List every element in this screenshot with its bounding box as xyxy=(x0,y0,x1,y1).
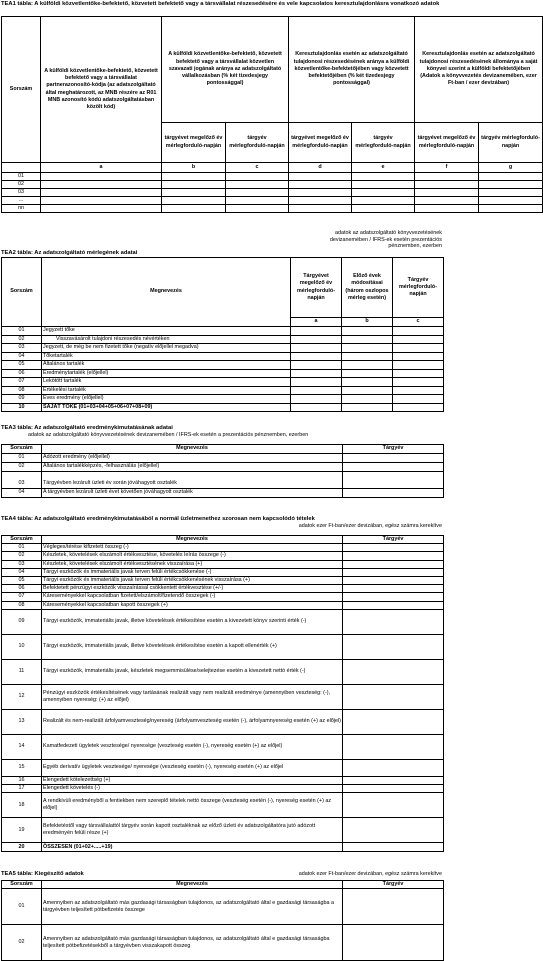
table-row xyxy=(2,552,444,560)
table-row xyxy=(2,327,444,336)
row-number: 03 xyxy=(2,189,41,197)
tea1-header-voting-right: A külföldi közvetlentőke-befektető, közvetett befektető vagy a társvállalat közvetlen szavazati jogának aránya az adatszolgáltató vállalkozásban (% két tizedesjegy pontossággal) xyxy=(162,17,289,123)
tea3-table xyxy=(1,444,444,498)
row-number: 09 xyxy=(2,395,42,404)
row-number: 14 xyxy=(2,734,42,759)
row-number: 06 xyxy=(2,585,42,593)
row-label: Befektetéstől vagy társvállalattól tárgyév során kapott osztaléknak az előző üzleti év adatszolgáltatóra jutó adózott eredményén felüli része (+) xyxy=(42,818,343,843)
table-row xyxy=(2,488,444,497)
row-label: Általános tartalék xyxy=(42,361,291,370)
row-label: Készletek, követelések elszámolt értékvesztésének visszaírása (+) xyxy=(42,560,343,568)
row-number: 04 xyxy=(2,488,42,497)
tea4-header-megnevezes: Megnevezés xyxy=(42,536,343,544)
row-number: 20 xyxy=(2,843,42,852)
table-row xyxy=(2,462,444,471)
tea1-sub-prev: tárgyévet megelőző év mérlegforduló-napján xyxy=(289,123,352,163)
tea3-header-targyev: Tárgyév xyxy=(343,445,444,454)
table-row xyxy=(2,205,543,213)
table-row xyxy=(2,843,444,852)
row-label: Realizált és nem-realizált árfolyamveszteség/nyereség (árfolyamveszteség esetén (-), árfolyamnyereség esetén (+) az előjel) xyxy=(42,709,343,734)
row-number: 02 xyxy=(2,552,42,560)
table-row xyxy=(2,793,444,818)
tea4-currency-note: adatok ezer Ft-ban/ezer devizában, egész számra kerekítve xyxy=(298,523,442,529)
row-number: 01 xyxy=(2,544,42,552)
tea4-header-sorszam: Sorszám xyxy=(2,536,42,544)
tea1-header-sorszam: Sorszám xyxy=(2,17,41,163)
table-row xyxy=(2,395,444,404)
tea1-header-cross-share: Keresztulajdonlás esetén az adatszolgáltató tulajdonosi részesedésének aránya a külföldi közvetlentőke-befektetőjében vagy közvetett befektetőjében (% két tizedesjegy pontossággal) xyxy=(289,17,415,123)
tea2-currency-note: adatok az adatszolgáltató könyvvezetésének devizanemében / IFRS-ek esetén prezentációs pénznemben, ezerben xyxy=(329,230,442,250)
row-number: 15 xyxy=(2,759,42,776)
tea1-table xyxy=(1,16,543,213)
row-label: Értékelési tartalék xyxy=(42,386,291,395)
row-number: 10 xyxy=(2,403,42,412)
tea1-header-cross-stock: Keresztulajdonlás esetén az adatszolgáltató tulajdonosi részesedésének állománya a saját könyvei szerint a külföldi befektetőjében (Adatok a könyvvezetés devizanemében, ezer Ft-ban / ezer devizában) xyxy=(415,17,543,123)
row-number: 09 xyxy=(2,609,42,634)
row-label: Visszavásárolt tulajdoni részesedés névértéken xyxy=(42,335,291,344)
tea1-letter: d xyxy=(289,163,352,173)
row-number: 02 xyxy=(2,181,41,189)
table-row xyxy=(2,335,444,344)
tea5-header-megnevezes: Megnevezés xyxy=(42,881,343,889)
row-number: 07 xyxy=(2,378,42,387)
table-row xyxy=(2,585,444,593)
row-number: 04 xyxy=(2,568,42,576)
row-label: Általános tartalékképzés, -felhasználás (előjellel) xyxy=(42,462,343,471)
tea1-header-partner-code: A külföldi közvetlentőke-befektető, közvetett befektető vagy a társvállalat partnerazonosító-kódja (az adatszolgáltató által meghatározott, az MNB részére az R01 MNB azonosító kódú adatszolgáltatásban közölt kód) xyxy=(41,17,162,163)
tea2-header-sorszam: Sorszám xyxy=(2,258,42,327)
tea2-header-prev: Tárgyévet megelőző év mérlegforduló-napján xyxy=(291,258,342,318)
table-row xyxy=(2,369,444,378)
row-label: Jegyzett tőke xyxy=(42,327,291,336)
tea4-title: TEA4 tábla: Az adatszolgáltató eredménykimutatásából a normál üzletmenethez szorosan nem kapcsolódó tételek xyxy=(1,516,315,522)
row-number: 01 xyxy=(2,173,41,181)
table-row xyxy=(2,352,444,361)
row-label: Elengedett követelés (-) xyxy=(42,785,343,793)
row-label: Végleges/térése kifizetett összeg (-) xyxy=(42,544,343,552)
table-row xyxy=(2,734,444,759)
table-row xyxy=(2,378,444,387)
table-row xyxy=(2,634,444,659)
row-number: 02 xyxy=(2,335,42,344)
tea1-sub-curr: tárgyév mérlegforduló-napján xyxy=(226,123,289,163)
tea1-sub-curr: tárgyév mérlegforduló-napján xyxy=(479,123,543,163)
row-label: Éves eredmény (előjellel) xyxy=(42,395,291,404)
table-row xyxy=(2,601,444,609)
tea1-letter: b xyxy=(162,163,226,173)
tea4-table xyxy=(1,535,444,852)
tea5-header-sorszam: Sorszám xyxy=(2,881,42,889)
table-row xyxy=(2,344,444,353)
table-row xyxy=(2,568,444,576)
table-row xyxy=(2,197,543,205)
tea3-currency-note: adatok az adatszolgáltató könyvvezetésének devizanemében / IFRS-ek esetén a prezentációs pénznemben, ezerben xyxy=(28,432,309,438)
tea2-title: TEA2 tábla: Az adatszolgáltató mérlegének adatai xyxy=(1,250,138,256)
table-row xyxy=(2,361,444,370)
table-row xyxy=(2,577,444,585)
row-label: Készletek, követelések elszámolt értékvesztése, követelés leírás összege (-) xyxy=(42,552,343,560)
tea1-sub-prev: tárgyévet megelőző év mérlegforduló-napján xyxy=(162,123,226,163)
tea3-header-sorszam: Sorszám xyxy=(2,445,42,454)
table-row xyxy=(2,684,444,709)
row-number: 03 xyxy=(2,344,42,353)
table-row xyxy=(2,403,444,412)
row-number: 12 xyxy=(2,684,42,709)
table-row xyxy=(2,889,444,925)
table-row xyxy=(2,386,444,395)
row-label: Jegyzett, de még be nem fizetett tőke (negatív előjellel megadva) xyxy=(42,344,291,353)
tea5-currency-note: adatok ezer Ft-ban/ezer devizában, egész számra kerekítve xyxy=(298,871,442,877)
tea5-table xyxy=(1,880,444,961)
tea1-letter: a xyxy=(41,163,162,173)
row-number: 17 xyxy=(2,785,42,793)
table-row xyxy=(2,785,444,793)
row-number: 01 xyxy=(2,453,42,462)
tea2-header-mod: Előző évek módosításai (három oszlopos mérleg esetén) xyxy=(342,258,393,318)
row-number: 02 xyxy=(2,925,42,961)
row-number: 01 xyxy=(2,889,42,925)
row-number: 07 xyxy=(2,593,42,601)
row-number: 03 xyxy=(2,471,42,488)
row-label: Tárgyi eszközök, immateriális javak, illetve követelések értékesítése esetén a kapott ellenérték (+) xyxy=(42,634,343,659)
row-number: 08 xyxy=(2,601,42,609)
tea1-letter: c xyxy=(226,163,289,173)
tea1-sub-curr: tárgyév mérlegforduló-napján xyxy=(352,123,415,163)
tea1-sub-prev: tárgyévet megelőző év mérlegforduló-napján xyxy=(415,123,479,163)
tea2-letter: b xyxy=(342,318,393,327)
row-number: 19 xyxy=(2,818,42,843)
row-label: Egyéb derivatív ügyletek vesztesége/ nyeresége (veszteség esetén (-), nyereség esetén (+) az előjel xyxy=(42,759,343,776)
tea1-letter: e xyxy=(352,163,415,173)
row-number: 03 xyxy=(2,560,42,568)
row-number: ... xyxy=(2,197,41,205)
row-label: Kamatfedezeti ügyletek vesztesége/ nyeresége (veszteség esetén (-), nyereség esetén (+) az előjel) xyxy=(42,734,343,759)
tea3-header-megnevezes: Megnevezés xyxy=(42,445,343,454)
tea2-letter: a xyxy=(291,318,342,327)
row-label: Eredménytartalék (előjellel) xyxy=(42,369,291,378)
row-number: 04 xyxy=(2,352,42,361)
row-number: 13 xyxy=(2,709,42,734)
row-label: Tárgyi eszközök, immateriális javak, illetve követelések értékesítése esetén a kivezetett könyv szerinti érték (-) xyxy=(42,609,343,634)
table-row xyxy=(2,189,543,197)
table-row xyxy=(2,925,444,961)
table-row xyxy=(2,181,543,189)
tea3-title: TEA3 tábla: Az adatszolgáltató eredménykimutatásának adatai xyxy=(1,425,173,431)
row-number: 11 xyxy=(2,659,42,684)
row-label: Tőketartalék xyxy=(42,352,291,361)
tea5-title: TEA5 tábla: Kiegészítő adatok xyxy=(1,871,84,877)
tea1-title: TEA1 tábla: A külföldi közvetlentőke-befektető, közvetett befektető vagy a társvállalat részesedésére és vele kapcsolatos keresztulajdonlásra vonatkozó adatok xyxy=(1,1,440,7)
row-label: Káreseményekkel kapcsolatban fizetett/elszámolt/fizetendő összegek (-) xyxy=(42,593,343,601)
tea1-letter: g xyxy=(479,163,543,173)
row-label: Amennyiben az adatszolgáltató más gazdasági társaságban tulajdonos, az adatszolgáltató által e gazdasági társaságba a tárgyévben teljesített pótbefizetés összege xyxy=(42,889,343,925)
row-label: Tárgyévben lezárult üzleti év során jóváhagyott osztalék xyxy=(42,471,343,488)
row-label: Pénzügyi eszközök értékesítésének vagy tartásának realizált vagy nem realizált eredménye (amennyiben veszteség: (-), amennyiben nyereség: (+) az előjel) xyxy=(42,684,343,709)
tea1-letter: f xyxy=(415,163,479,173)
row-number: 02 xyxy=(2,462,42,471)
tea2-header-curr: Tárgyév mérlegforduló-napján xyxy=(393,258,444,318)
table-row xyxy=(2,776,444,784)
table-row xyxy=(2,609,444,634)
row-number: 05 xyxy=(2,361,42,370)
table-row xyxy=(2,471,444,488)
table-row xyxy=(2,453,444,462)
table-row xyxy=(2,560,444,568)
row-label: Káreseményekkel kapcsolatban kapott összegek (+) xyxy=(42,601,343,609)
table-row xyxy=(2,759,444,776)
row-number: nn xyxy=(2,205,41,213)
row-label: Tárgyi eszközök és immateriális javak terven felüli értékcsökkenése (-) xyxy=(42,568,343,576)
tea2-letter: c xyxy=(393,318,444,327)
row-label: ÖSSZESEN (01+02+.....+19) xyxy=(42,843,343,852)
row-number: 01 xyxy=(2,327,42,336)
row-label: Adózott eredmény (előjellel) xyxy=(42,453,343,462)
table-row xyxy=(2,544,444,552)
table-row xyxy=(2,173,543,181)
table-row xyxy=(2,593,444,601)
row-label: Elengedett kötelezettség (+) xyxy=(42,776,343,784)
tea2-table xyxy=(1,257,444,412)
row-label: Tárgyi eszközök és immateriális javak terven felüli értékcsökkenésének visszaírása (+) xyxy=(42,577,343,585)
table-row xyxy=(2,709,444,734)
tea4-header-targyev: Tárgyév xyxy=(343,536,444,544)
row-number: 06 xyxy=(2,369,42,378)
row-label: Lekötött tartalék xyxy=(42,378,291,387)
tea2-header-megnevezes: Megnevezés xyxy=(42,258,291,327)
table-row xyxy=(2,818,444,843)
row-label: A tárgyévben lezárult üzleti évet követően jóváhagyott osztalék xyxy=(42,488,343,497)
row-label: SAJÁT TŐKE (01+03+04+05+06+07+08+09) xyxy=(42,403,291,412)
row-number: 16 xyxy=(2,776,42,784)
tea5-header-targyev: Tárgyév xyxy=(343,881,444,889)
row-label: A rendkívüli eredményből a fentiekben nem szereplő tételek nettó összege (veszteség esetén (-), nyereség esetén (+) az előjel) xyxy=(42,793,343,818)
table-row xyxy=(2,659,444,684)
row-number: 08 xyxy=(2,386,42,395)
row-label: Befektetett pénzügyi eszközök visszaírással csökkentett értékvesztése (+/-) xyxy=(42,585,343,593)
row-label: Tárgyi eszközök, immateriális javak, készletek megsemmisülése/selejtezése esetén a kivezetett nettó érték (-) xyxy=(42,659,343,684)
row-number: 18 xyxy=(2,793,42,818)
row-number: 10 xyxy=(2,634,42,659)
row-number: 05 xyxy=(2,577,42,585)
row-label: Amennyiben az adatszolgáltató más gazdasági társaságban tulajdonos, az adatszolgáltató által e gazdasági társaságba teljesített pótbefizetésekből a tárgyévben visszakapott összeg xyxy=(42,925,343,961)
